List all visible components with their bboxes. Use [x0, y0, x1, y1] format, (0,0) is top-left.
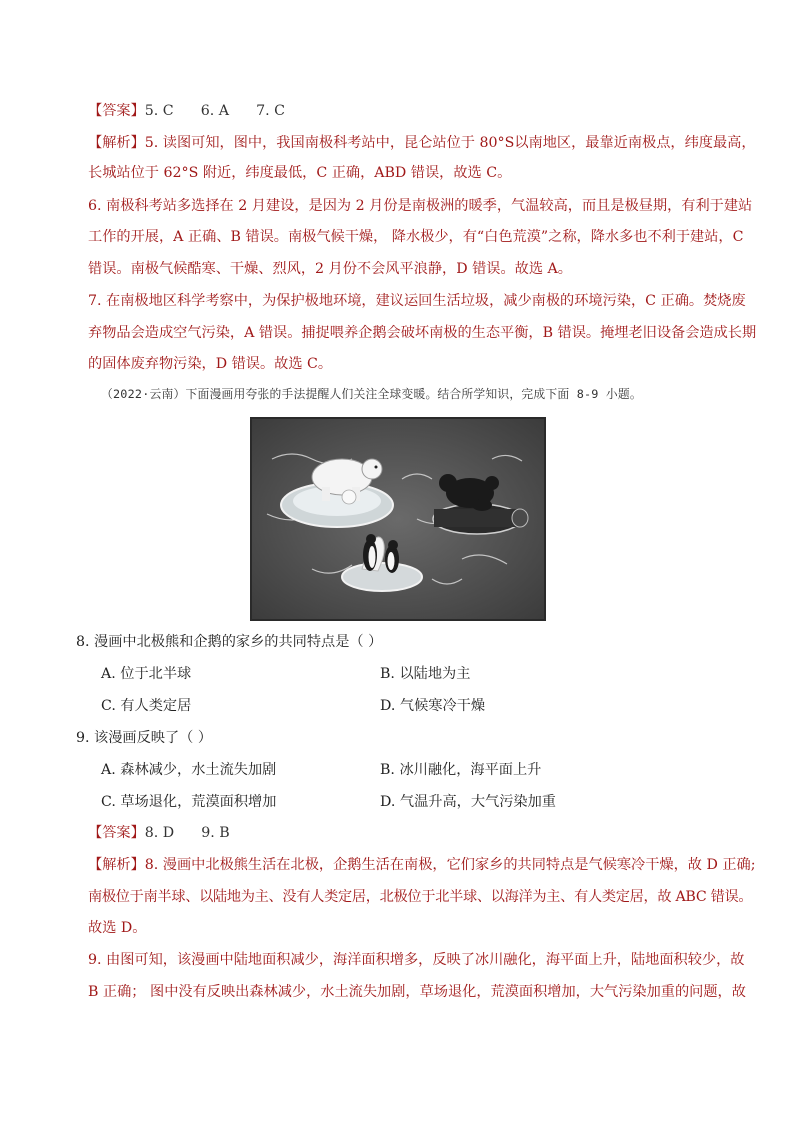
answer-tag: 【答案】: [88, 103, 145, 119]
analysis-tag: 【解析】: [88, 135, 145, 151]
analysis-line-8: 的固体废弃物污染，D 错误。故选 C。: [88, 356, 333, 372]
analysis2-line-4: 9. 由图可知，该漫画中陆地面积减少，海洋面积增多，反映了冰川融化，海平面上升，陆地面积较少，故: [88, 952, 745, 968]
analysis-line-1: [88, 133, 756, 153]
q8-option-a[interactable]: A. 位于北半球: [101, 666, 192, 682]
question-9-stem: 9. 该漫画反映了（ ）: [76, 730, 213, 746]
analysis2-line-5: B 正确； 图中没有反映出森林减少，水土流失加剧，草场退化，荒漠面积增加，大气污染加重的问题，故: [88, 984, 746, 1000]
q9-option-d[interactable]: D. 气温升高，大气污染加重: [380, 794, 556, 810]
analysis2-line-1: [88, 855, 756, 875]
q9-option-c[interactable]: C. 草场退化，荒漠面积增加: [101, 794, 277, 810]
q8-option-c[interactable]: C. 有人类定居: [101, 698, 192, 714]
analysis2-line-3: 故选 D。: [88, 920, 147, 936]
analysis-line-4: 工作的开展，A 正确、B 错误。南极气候干燥， 降水极少，有“白色荒漠”之称，降水多也不利于建站，C: [88, 229, 744, 245]
cartoon-illustration: [252, 419, 544, 619]
analysis-tag: 【解析】: [88, 857, 145, 873]
answer-tag: 【答案】: [88, 825, 145, 841]
analysis-text: 8. 漫画中北极熊生活在北极，企鹅生活在南极，它们家乡的共同特点是气候寒冷干燥，故 D 正确;: [144, 857, 756, 873]
analysis-line-5: 错误。南极气候酷寒、干燥、烈风，2 月份不会风平浪静，D 错误。故选 A。: [88, 261, 572, 277]
question-8-stem: 8. 漫画中北极熊和企鹅的家乡的共同特点是（ ）: [76, 634, 383, 650]
analysis2-line-2: 南极位于南半球、以陆地为主、没有人类定居，北极位于北半球、以海洋为主、有人类定居，故 ABC 错误。: [88, 889, 753, 905]
analysis-line-3: 6. 南极科考站多选择在 2 月建设，是因为 2 月份是南极洲的暖季，气温较高，而且是极昼期，有利于建站: [88, 198, 753, 214]
answer-text: 8. D 9. B: [144, 825, 230, 841]
answer-line-2: [88, 823, 724, 843]
q9-option-a[interactable]: A. 森林减少，水土流失加剧: [101, 762, 277, 778]
analysis-line-6: 7. 在南极地区科学考察中，为保护极地环境，建议运回生活垃圾，减少南极的环境污染，C 正确。焚烧废: [88, 293, 746, 309]
analysis-line-7: 弃物品会造成空气污染，A 错误。捕捉喂养企鹅会破坏南极的生态平衡，B 错误。掩埋老旧设备会造成长期: [88, 325, 757, 341]
question-source-line: （2022·云南）下面漫画用夸张的手法提醒人们关注全球变暖。结合所学知识，完成下面 8-9 小题。: [101, 387, 642, 401]
answer-line-1: [88, 101, 724, 121]
answer-text: 5. C 6. A 7. C: [144, 103, 285, 119]
analysis-line-2: 长城站位于 62°S 附近，纬度最低，C 正确，ABD 错误，故选 C。: [88, 165, 512, 181]
global-warming-cartoon: [250, 417, 546, 621]
q9-option-b[interactable]: B. 冰川融化，海平面上升: [380, 762, 542, 778]
q8-option-b[interactable]: B. 以陆地为主: [380, 666, 471, 682]
q8-option-d[interactable]: D. 气候寒冷干燥: [380, 698, 486, 714]
analysis-text: 5. 读图可知，图中，我国南极科考站中，昆仑站位于 80°S以南地区，最靠近南极点，纬度最高，: [144, 135, 756, 151]
